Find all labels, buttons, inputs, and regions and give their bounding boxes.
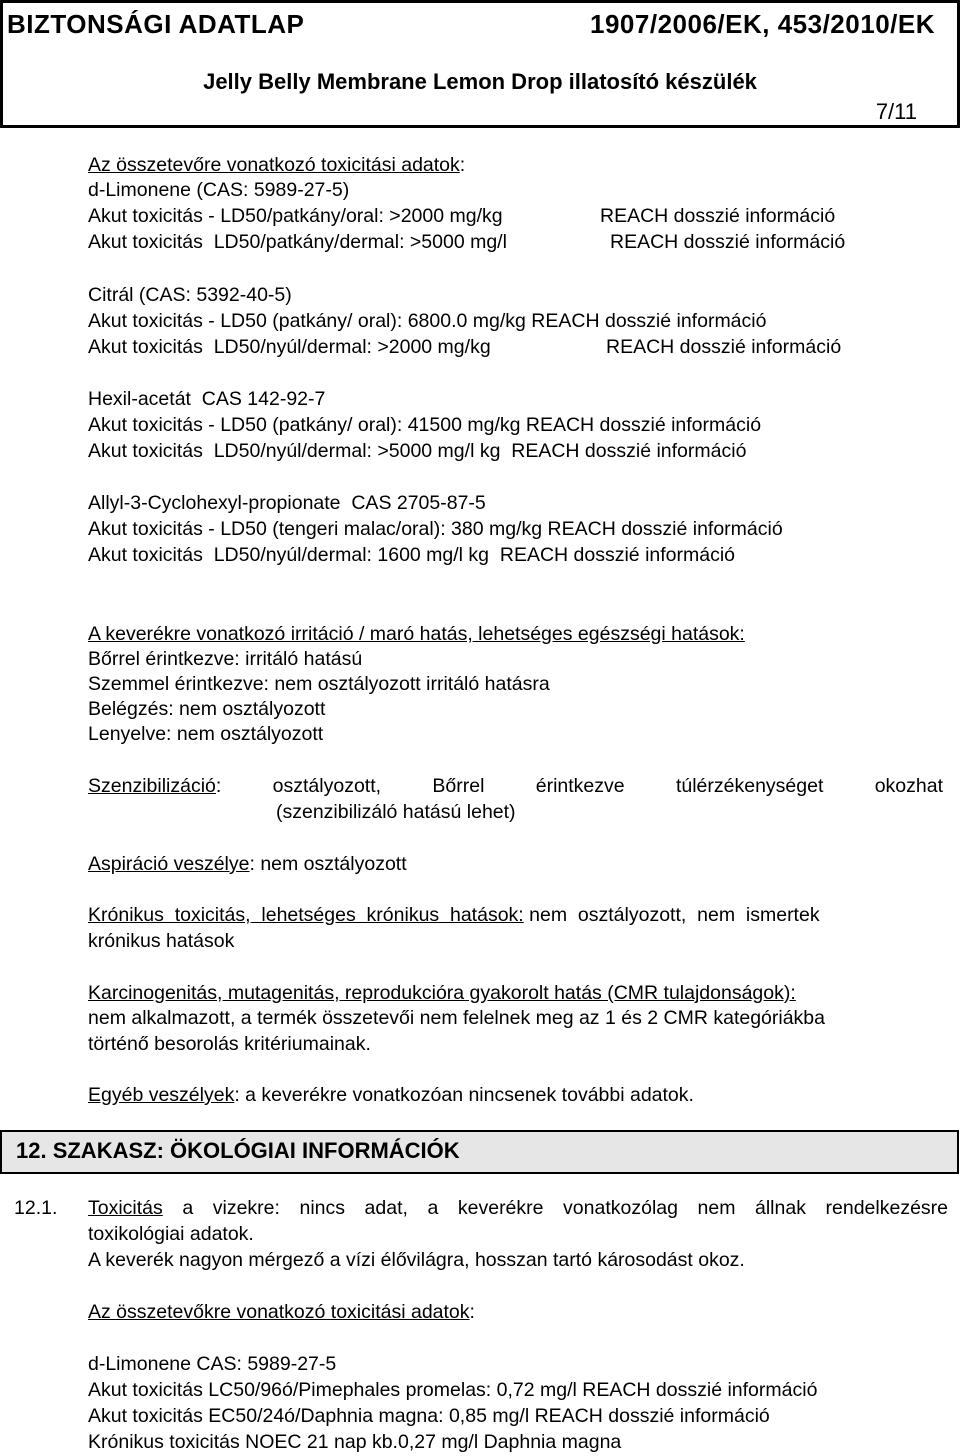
limonene-name: d-Limonene (CAS: 5989-27-5) xyxy=(88,179,350,201)
header-product-name: Jelly Belly Membrane Lemon Drop illatosító készülék xyxy=(203,69,757,94)
allyl-line-1: Akut toxicitás - LD50 (tengeri malac/oral): 380 mg/kg REACH dosszié információ xyxy=(88,518,783,540)
toxicity-line xyxy=(88,1196,948,1220)
eco-limonene-line-3: Krónikus toxicitás NOEC 21 nap kb.0,27 mg/l Daphnia magna xyxy=(88,1431,622,1453)
limonene-line-2-source: REACH dosszié információ xyxy=(610,231,846,253)
tox-heading: Az összetevőre vonatkozó toxicitási adatok: xyxy=(88,154,466,176)
allyl-name: Allyl-3-Cyclohexyl-propionate CAS 2705-87-5 xyxy=(88,492,486,514)
aspiration-label: Aspiráció veszélye xyxy=(88,853,250,875)
document-header xyxy=(0,0,960,128)
toxicity-line-2: toxikológiai adatok. xyxy=(88,1223,254,1245)
irritation-eye: Szemmel érintkezve: nem osztályozott irritáló hatásra xyxy=(88,673,550,695)
header-regulation: 1907/2006/EK, 453/2010/EK xyxy=(590,9,935,39)
chronic-text: nem osztályozott, nem ismertek xyxy=(523,904,820,926)
toxicity-label: Toxicitás xyxy=(88,1197,163,1219)
component-tox-heading: Az összetevőkre vonatkozó toxicitási adatok: xyxy=(88,1301,475,1323)
limonene-line-1-source: REACH dosszié információ xyxy=(600,205,836,227)
other-hazards-label: Egyéb veszélyek xyxy=(88,1084,235,1106)
hexyl-line-1: Akut toxicitás - LD50 (patkány/ oral): 41500 mg/kg REACH dosszié információ xyxy=(88,414,762,436)
chronic-label: Krónikus toxicitás, lehetséges krónikus hatások: xyxy=(88,904,524,926)
section-12-header xyxy=(0,1130,959,1174)
hexyl-line-2: Akut toxicitás LD50/nyúl/dermal: >5000 mg/l kg REACH dosszié információ xyxy=(88,440,747,462)
citral-name: Citrál (CAS: 5392-40-5) xyxy=(88,284,292,306)
sensitization-line-2: (szenzibilizáló hatású lehet) xyxy=(276,801,516,823)
other-hazards-text: : a keverékre vonatkozóan nincsenek további adatok. xyxy=(234,1084,694,1106)
sensitization-line xyxy=(88,774,943,798)
eco-limonene-name: d-Limonene CAS: 5989-27-5 xyxy=(88,1353,337,1375)
header-title: BIZTONSÁGI ADATLAP xyxy=(7,9,305,39)
citral-line-2: Akut toxicitás LD50/nyúl/dermal: >2000 mg/kg xyxy=(88,336,491,358)
citral-line-2-source: REACH dosszié információ xyxy=(606,336,842,358)
allyl-line-2: Akut toxicitás LD50/nyúl/dermal: 1600 mg/l kg REACH dosszié információ xyxy=(88,544,736,566)
other-hazards-line xyxy=(88,1083,694,1107)
eco-limonene-line-1: Akut toxicitás LC50/96ó/Pimephales promelas: 0,72 mg/l REACH dosszié információ xyxy=(88,1379,818,1401)
cmr-line-1: nem alkalmazott, a termék összetevői nem felelnek meg az 1 és 2 CMR kategóriákba xyxy=(88,1007,826,1029)
irritation-heading: A keverékre vonatkozó irritáció / maró hatás, lehetséges egészségi hatások: xyxy=(88,623,745,645)
toxicity-line-3: A keverék nagyon mérgező a vízi élővilágra, hosszan tartó károsodást okoz. xyxy=(88,1249,745,1271)
irritation-skin: Bőrrel érintkezve: irritáló hatású xyxy=(88,648,363,670)
aspiration-line xyxy=(88,852,407,876)
irritation-inhalation: Belégzés: nem osztályozott xyxy=(88,698,326,720)
cmr-line-2: történő besorolás kritériumainak. xyxy=(88,1033,371,1055)
cmr-heading: Karcinogenitás, mutagenitás, reprodukcióra gyakorolt hatás (CMR tulajdonságok): xyxy=(88,982,796,1004)
section-12-title: 12. SZAKASZ: ÖKOLÓGIAI INFORMÁCIÓK xyxy=(16,1138,460,1163)
citral-line-1: Akut toxicitás - LD50 (patkány/ oral): 6800.0 mg/kg REACH dosszié információ xyxy=(88,310,767,332)
toxicity-text: a vizekre: nincs adat, a keverékre vonatkozólag nem állnak rendelkezésre xyxy=(162,1197,948,1219)
irritation-ingestion: Lenyelve: nem osztályozott xyxy=(88,723,324,745)
chronic-line-2: krónikus hatások xyxy=(88,930,235,952)
aspiration-text: : nem osztályozott xyxy=(249,853,407,875)
sensitization-text: : osztályozott, Bőrrel érintkezve túlérzékenységet okozhat xyxy=(215,775,943,797)
limonene-line-2: Akut toxicitás LD50/patkány/dermal: >5000 mg/l xyxy=(88,231,507,253)
eco-limonene-line-2: Akut toxicitás EC50/24ó/Daphnia magna: 0,85 mg/l REACH dosszié információ xyxy=(88,1405,770,1427)
limonene-line-1: Akut toxicitás - LD50/patkány/oral: >2000 mg/kg xyxy=(88,205,503,227)
sensitization-label: Szenzibilizáció xyxy=(88,775,216,797)
hexyl-name: Hexil-acetát CAS 142-92-7 xyxy=(88,388,326,410)
chronic-line xyxy=(88,903,943,927)
page-number: 7/11 xyxy=(875,99,917,124)
subsection-number: 12.1. xyxy=(14,1197,58,1219)
